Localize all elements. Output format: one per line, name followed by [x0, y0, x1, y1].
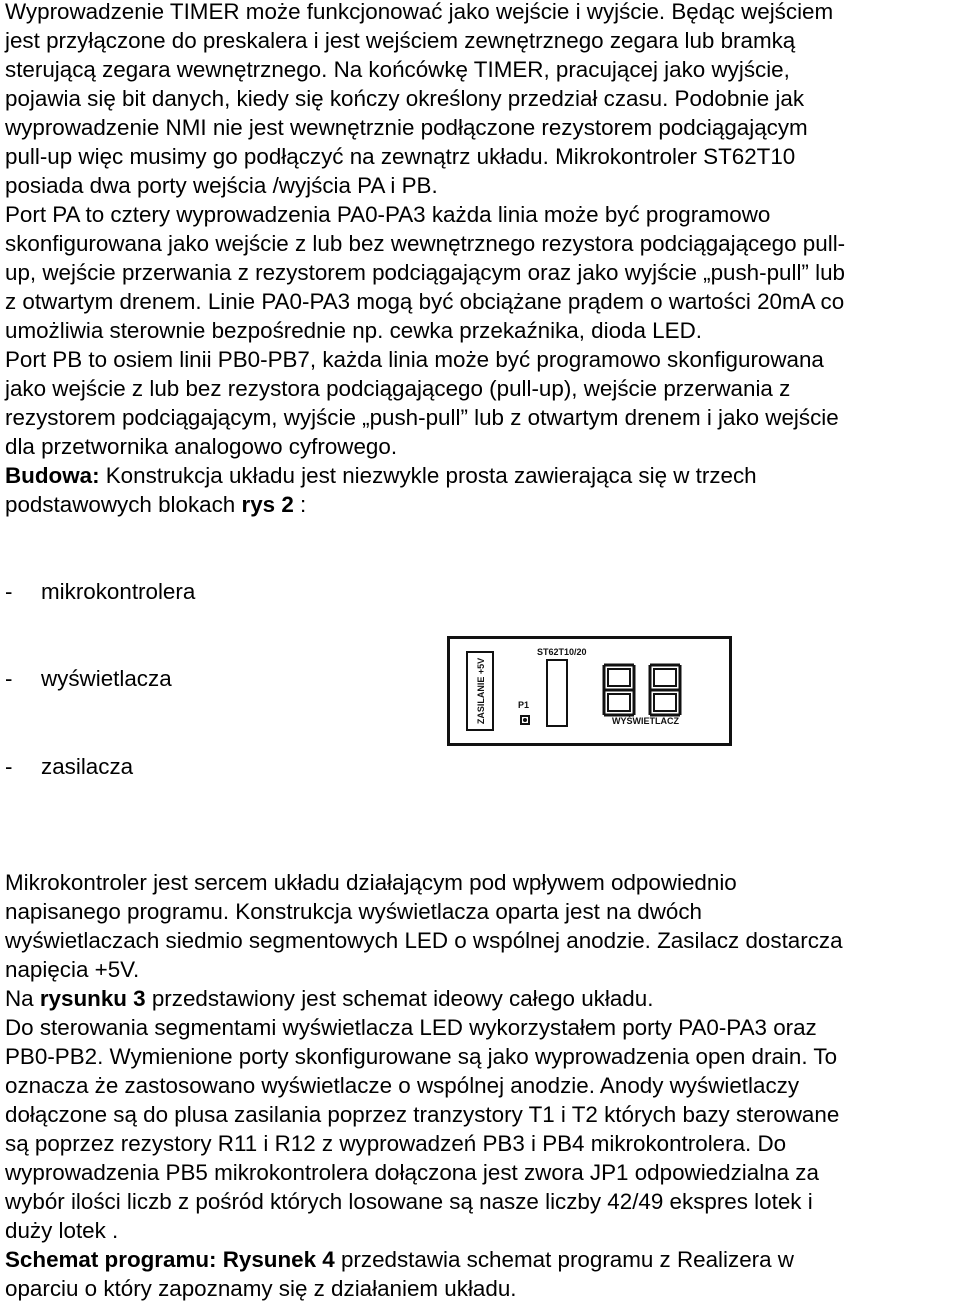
text-line: wybór ilości liczb z pośród których losowane są nasze liczby 42/49 ekspres lotek i	[5, 1189, 813, 1214]
board-figure	[447, 636, 732, 746]
list-item	[5, 577, 405, 606]
text-line: posiada dwa porty wejścia /wyjścia PA i PB.	[5, 173, 438, 198]
list-item	[5, 752, 405, 781]
text-line: napisanego programu. Konstrukcja wyświetlacza oparta jest na dwóch	[5, 899, 702, 924]
text-line: są poprzez rezystory R11 i R12 z wyprowadzeń PB3 i PB4 mikrokontrolera. Do	[5, 1131, 787, 1156]
rys3-ref: rysunku 3	[39, 986, 146, 1011]
list-item-label: wyświetlacza	[41, 666, 172, 691]
text-line: wyświetlaczach siedmio segmentowych LED o wspólnej anodzie. Zasilacz dostarcza	[5, 928, 843, 953]
text-line: pojawia się bit danych, kiedy się kończy określony przedział czasu. Podobnie jak	[5, 86, 805, 111]
text-line: Port PA to cztery wyprowadzenia PA0-PA3 każda linia może być programowo	[5, 202, 771, 227]
text-line: sterującą zegara wewnętrznego. Na końcówkę TIMER, pracującej jako wyjście,	[5, 57, 790, 82]
budowa-text-2: podstawowych blokach	[5, 492, 242, 517]
text-line: skonfigurowana jako wejście z lub bez wewnętrznego rezystora podciągającego pull-	[5, 231, 846, 256]
text-line: Do sterowania segmentami wyświetlacza LED wykorzystałem porty PA0-PA3 oraz	[5, 1015, 817, 1040]
text-line: PB0-PB2. Wymienione porty skonfigurowane są jako wyprowadzenia open drain. To	[5, 1044, 838, 1069]
text-line: napięcia +5V.	[5, 957, 140, 982]
seven-segment-display-icon	[598, 661, 692, 719]
text-line: rezystorem podciągającym, wyjście „push-pull” lub z otwartym drenem i jako wejście	[5, 405, 839, 430]
text-line: Port PB to osiem linii PB0-PB7, każda linia może być programowo skonfigurowana	[5, 347, 824, 372]
text-line: dołączone są do plusa zasilania poprzez tranzystory T1 i T2 których bazy sterowane	[5, 1102, 840, 1127]
budowa-colon: :	[293, 492, 307, 517]
text-line: oznacza że zastosowano wyświetlacze o wspólnej anodzie. Anody wyświetlaczy	[5, 1073, 800, 1098]
text-line: oparciu o który zapoznamy się z działaniem układu.	[5, 1276, 517, 1301]
schemat-ref: Schemat programu: Rysunek 4	[5, 1247, 335, 1272]
budowa-text: Konstrukcja układu jest niezwykle prosta zawierająca się w trzech	[99, 463, 757, 488]
text-line: duży lotek .	[5, 1218, 119, 1243]
list-dash: -	[5, 754, 13, 779]
text-line: wyprowadzenie NMI nie jest wewnętrznie podłączone rezystorem podciągającym	[5, 115, 808, 140]
text-line: z otwartym drenem. Linie PA0-PA3 mogą być obciążane prądem o wartości 20mA co	[5, 289, 845, 314]
display-label: WYŚWIETLACZ	[612, 716, 679, 726]
text-line: pull-up więc musimy go podłączyć na zewnątrz układu. Mikrokontroler ST62T10	[5, 144, 796, 169]
schemat-line	[5, 1245, 794, 1274]
text-line: up, wejście przerwania z rezystorem podciągającym oraz jako wyjście „push-pull” lub	[5, 260, 845, 285]
text-line: jako wejście z lub bez rezystora podciągającego (pull-up), wejście przerwania z	[5, 376, 791, 401]
p1-label: P1	[518, 700, 530, 710]
budowa-line-2	[5, 490, 306, 519]
budowa-label: Budowa:	[5, 463, 100, 488]
text-line: dla przetwornika analogowo cyfrowego.	[5, 434, 398, 459]
list-item	[5, 664, 405, 693]
text-line: wyprowadzenia PB5 mikrokontrolera dołączona jest zwora JP1 odpowiedzialna za	[5, 1160, 819, 1185]
list-dash: -	[5, 579, 13, 604]
text-line: jest przyłączone do preskalera i jest wejściem zewnętrznego zegara lub bramką	[5, 28, 796, 53]
power-supply-label: ZASILANIE +5V	[476, 657, 486, 725]
list-item-label: zasilacza	[41, 754, 134, 779]
rys3-pre: Na	[5, 986, 40, 1011]
budowa-line	[5, 461, 757, 490]
rys3-line	[5, 984, 653, 1013]
text-line: umożliwia sterownie bezpośrednie np. cewka przekaźnika, dioda LED.	[5, 318, 702, 343]
list-item-label: mikrokontrolera	[41, 579, 196, 604]
rys2-ref: rys 2	[241, 492, 294, 517]
text-line: Wyprowadzenie TIMER może funkcjonować jako wejście i wyjście. Będąc wejściem	[5, 0, 834, 24]
p1-button-icon	[520, 715, 530, 725]
text-line: Mikrokontroler jest sercem układu działającym pod wpływem odpowiednio	[5, 870, 737, 895]
list-dash: -	[5, 666, 13, 691]
rys3-post: przedstawiony jest schemat ideowy całego układu.	[145, 986, 654, 1011]
microcontroller-label: ST62T10/20	[537, 647, 587, 657]
schemat-text: przedstawia schemat programu z Realizera w	[334, 1247, 794, 1272]
microcontroller-chip	[546, 659, 568, 727]
